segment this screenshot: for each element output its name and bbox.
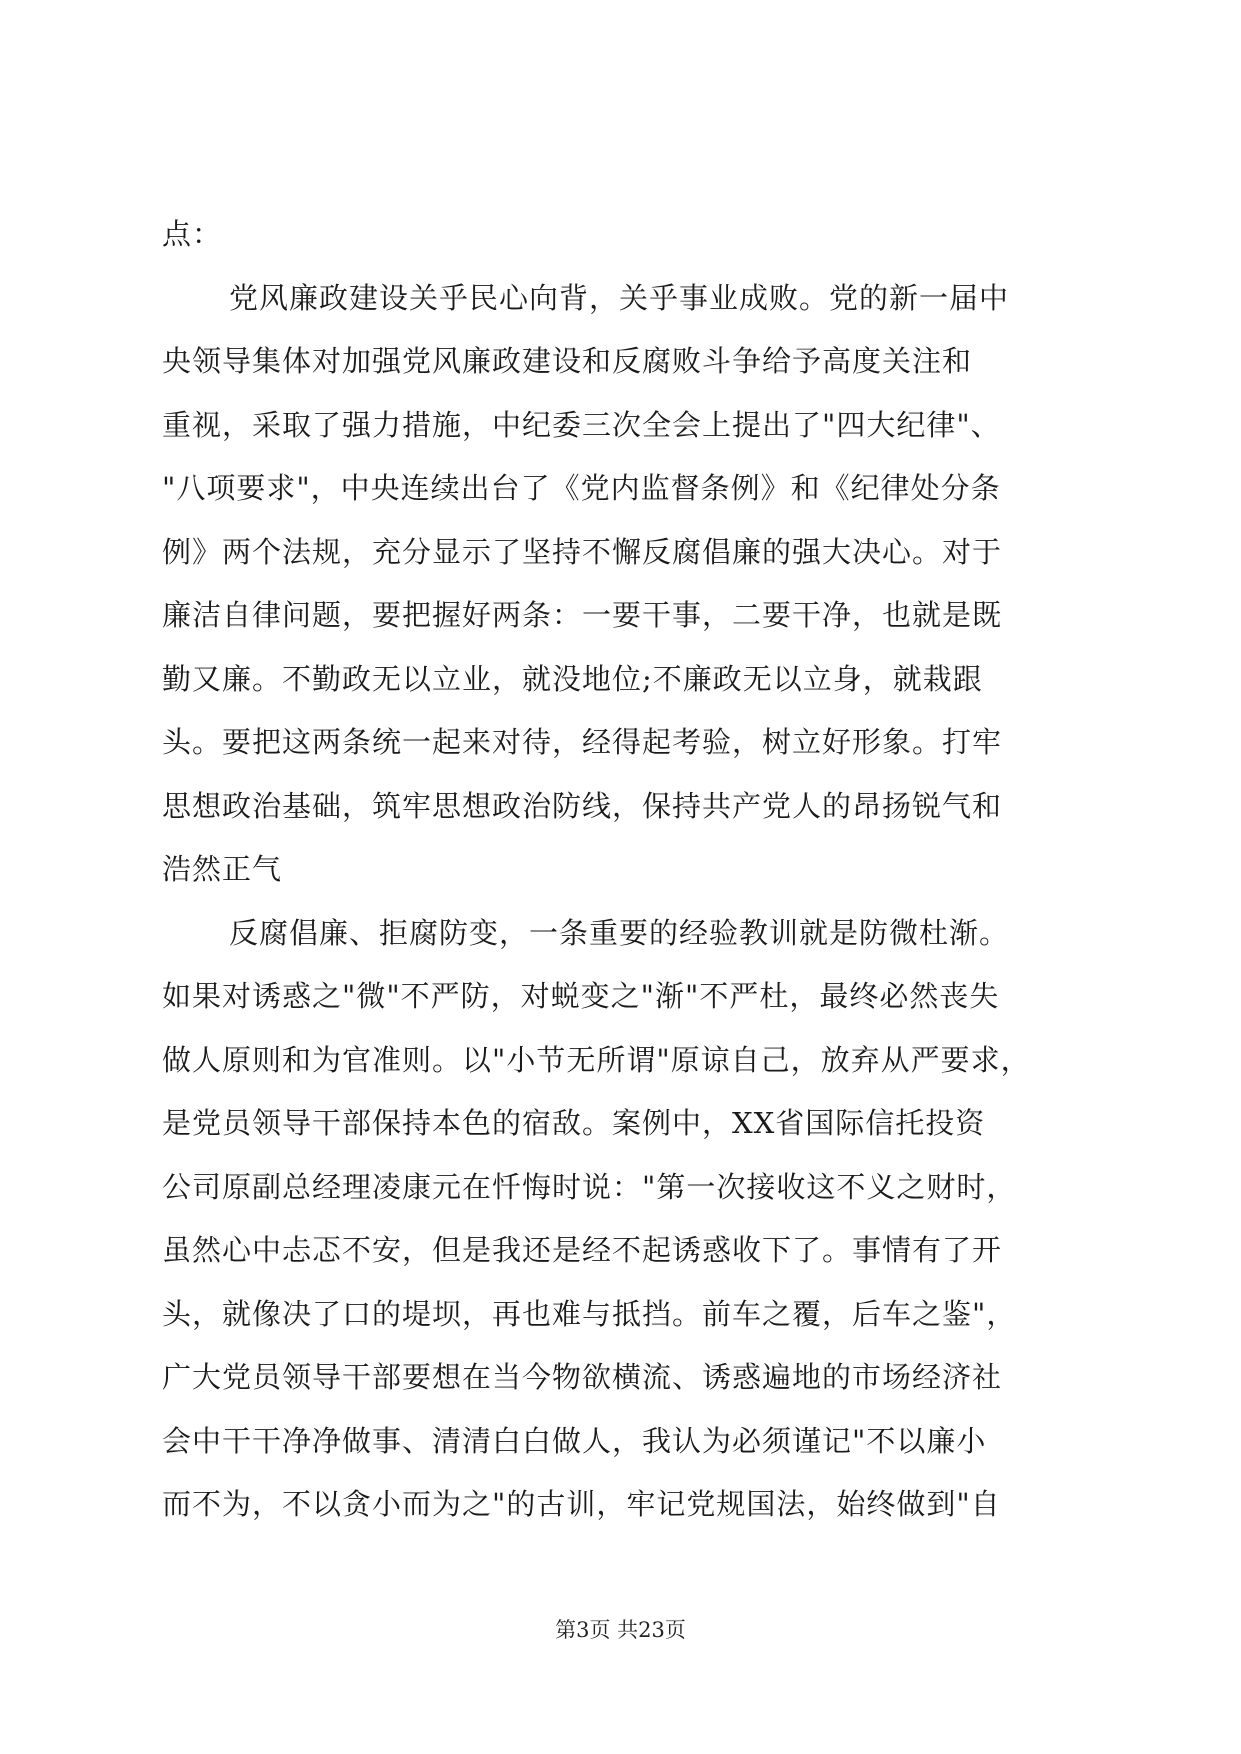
text-line: 勤又廉。不勤政无以立业，就没地位;不廉政无以立身，就栽跟 (162, 661, 983, 696)
text-line: "八项要求"，中央连续出台了《党内监督条例》和《纪律处分条 (162, 471, 1001, 505)
text-line: 廉洁自律问题，要把握好两条：一要干事，二要干净，也就是既 (162, 598, 1003, 632)
text-line: 浩然正气 (162, 852, 283, 886)
text-line: 而不为，不以贪小而为之"的古训，牢记党规国法，始终做到"自 (162, 1487, 1001, 1521)
paragraph-first-line: 党风廉政建设关乎民心向背，关乎事业成败。党的新一届中 (229, 280, 1010, 315)
text-line: 如果对诱惑之"微"不严防，对蜕变之"渐"不严杜，最终必然丧失 (162, 979, 1000, 1013)
text-line: 头。要把这两条统一起来对待，经得起考验，树立好形象。打牢 (162, 725, 1003, 759)
text-line: 央领导集体对加强党风廉政建设和反腐败斗争给予高度关注和 (162, 344, 973, 378)
text-line: 广大党员领导干部要想在当今物欲横流、诱惑遍地的市场经济社 (162, 1360, 1003, 1394)
text-line: 头，就像决了口的堤坝，再也难与抵挡。前车之覆，后车之鉴"， (162, 1296, 1017, 1331)
text-line: 重视，采取了强力措施，中纪委三次全会上提出了"四大纪律"、 (162, 407, 1001, 442)
paragraph-first-line: 反腐倡廉、拒腐防变，一条重要的经验教训就是防微杜渐。 (229, 915, 1010, 950)
text-line: 公司原副总经理凌康元在忏悔时说："第一次接收这不义之财时， (162, 1169, 1017, 1204)
text-line: 思想政治基础，筑牢思想政治防线，保持共产党人的昂扬锐气和 (162, 788, 1003, 823)
text-line: 例》两个法规，充分显示了坚持不懈反腐倡廉的强大决心。对于 (162, 534, 1003, 569)
text-line: 虽然心中忐忑不安，但是我还是经不起诱惑收下了。事情有了开 (162, 1233, 1003, 1267)
text-line: 会中干干净净做事、清清白白做人，我认为必须谨记"不以廉小 (162, 1423, 987, 1458)
text-line: 做人原则和为官准则。以"小节无所谓"原谅自己，放弃从严要求， (162, 1042, 1031, 1077)
page-footer: 第3页 共23页 (555, 1618, 686, 1642)
text-line: 点： (162, 217, 223, 251)
text-line: 是党员领导干部保持本色的宿敌。案例中，XX省国际信托投资 (162, 1106, 986, 1140)
document-body (162, 203, 1082, 1537)
